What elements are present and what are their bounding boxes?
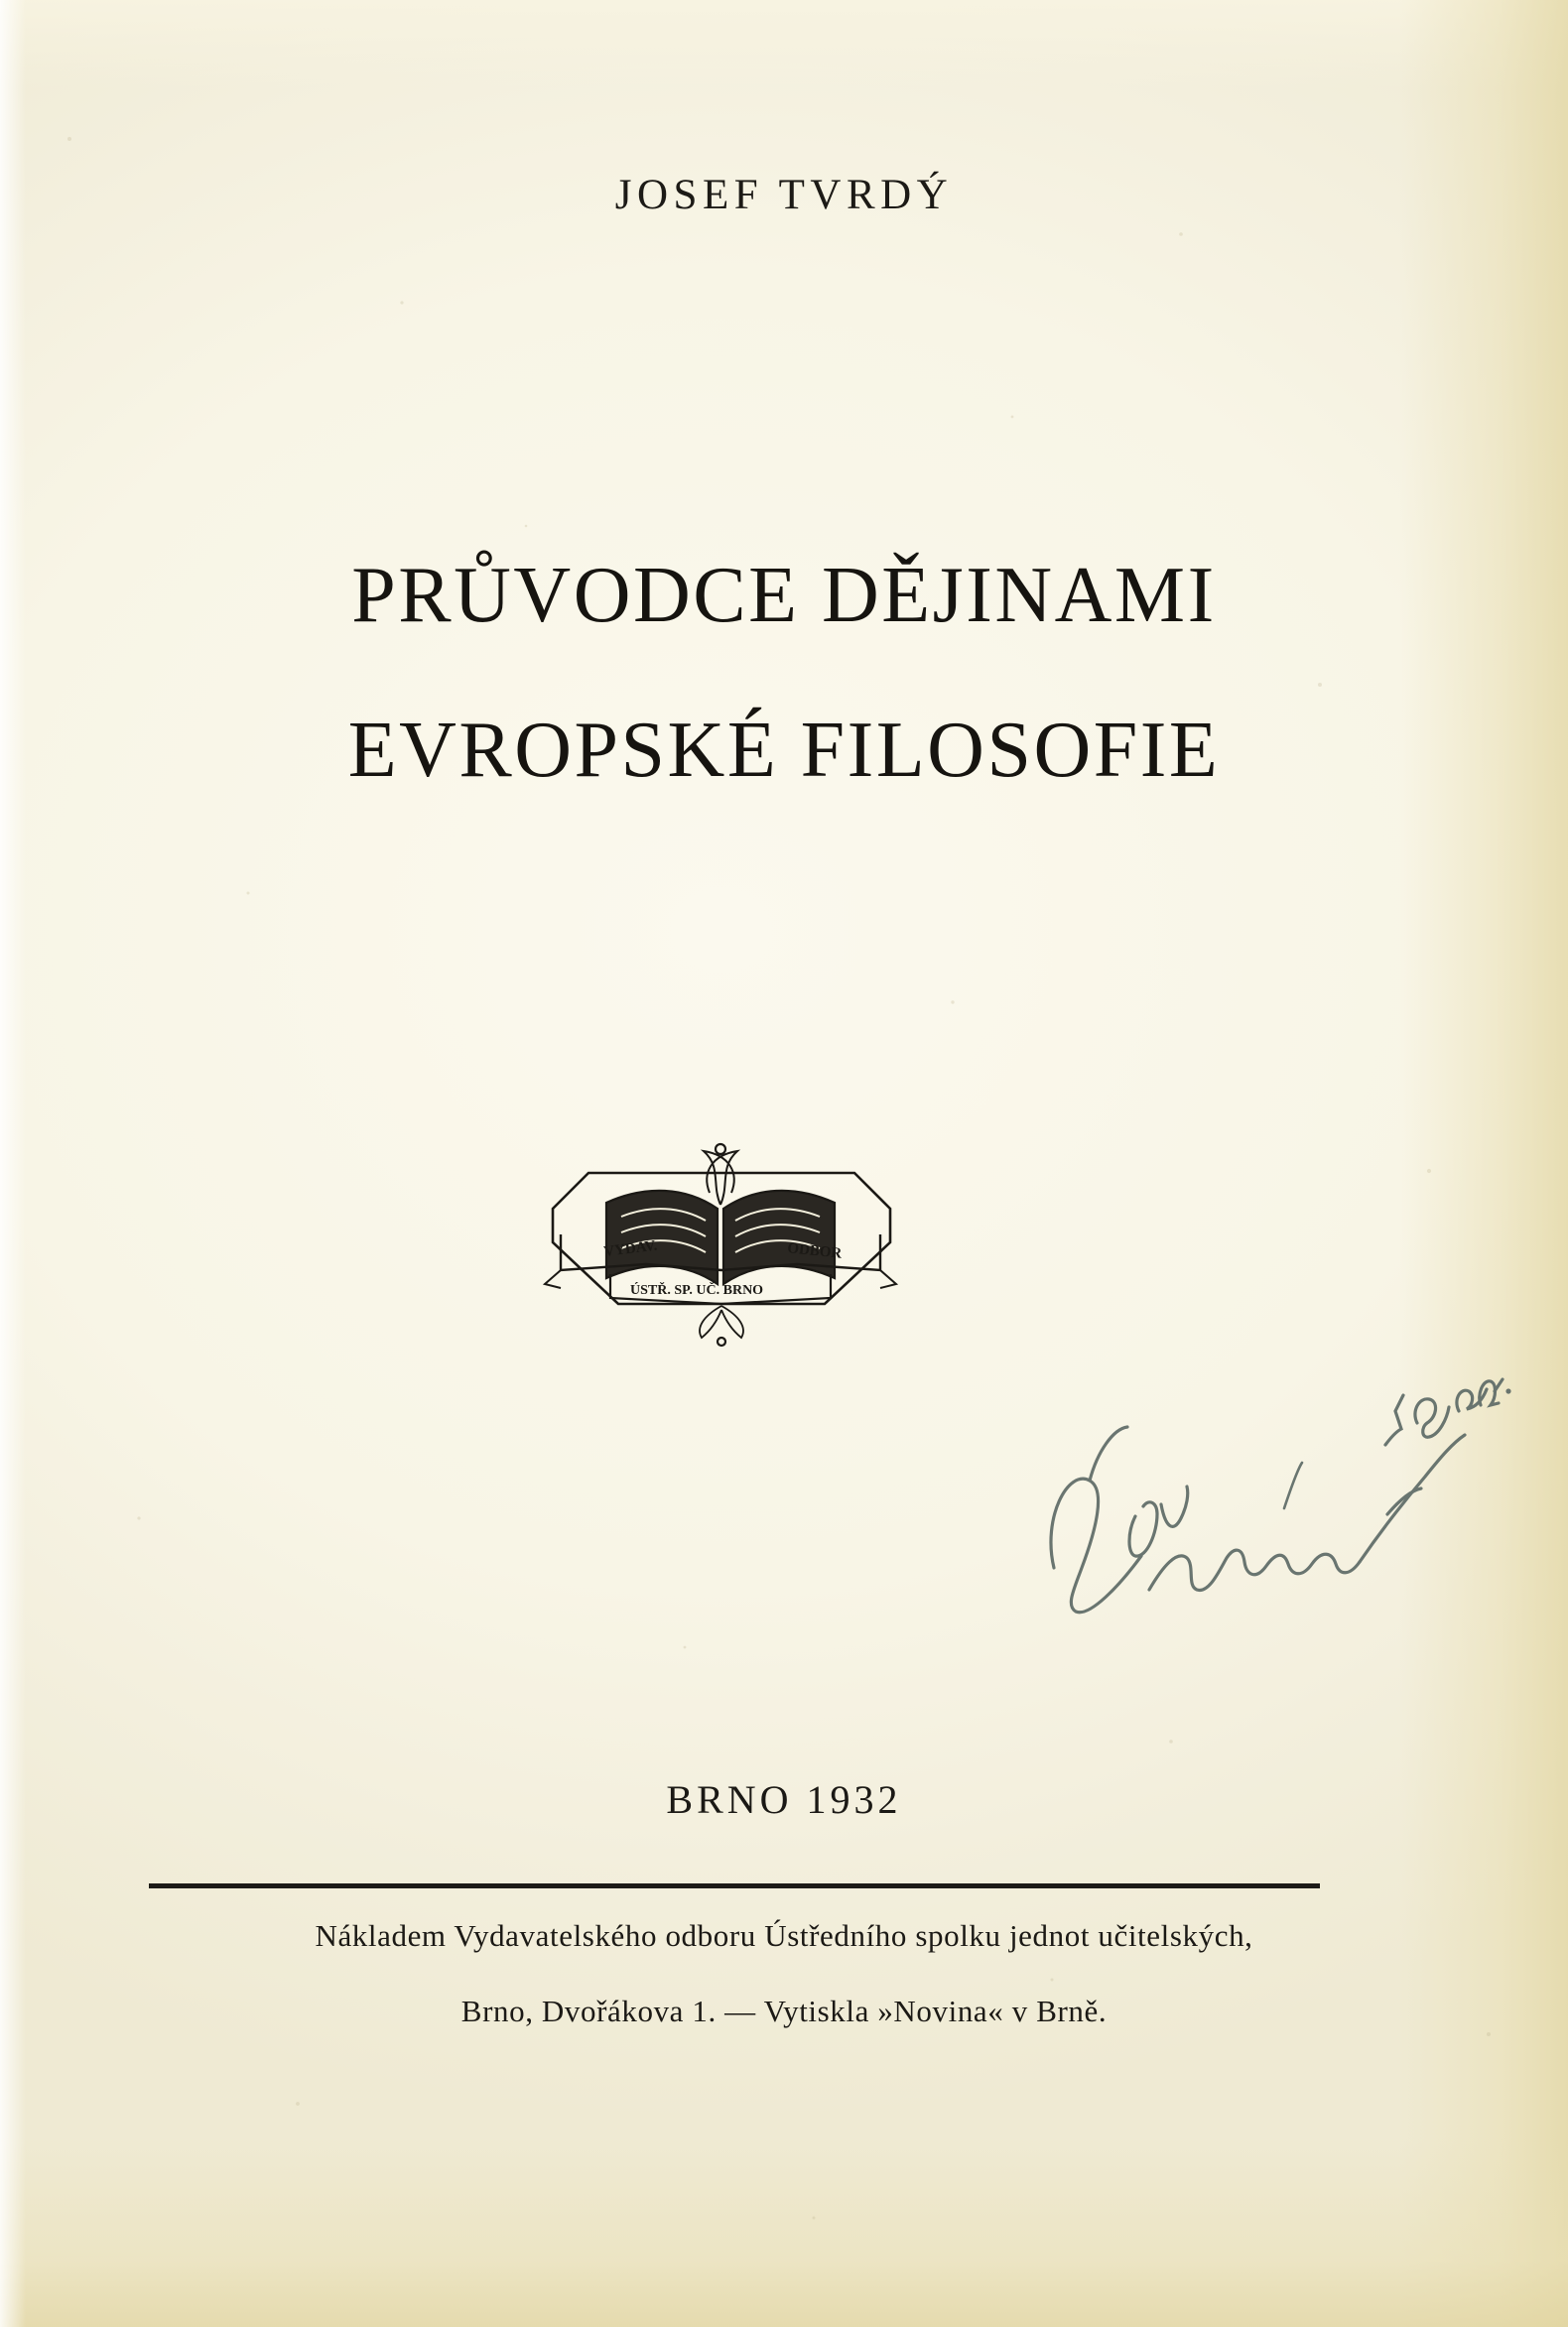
emblem-banner-bottom-text: ÚSTŘ. SP. UČ. BRNO — [630, 1283, 764, 1298]
imprint-divider-rule — [149, 1883, 1320, 1888]
book-title — [0, 552, 1568, 794]
imprint-line-2: Brno, Dvořákova 1. — Vytiskla »Novina« v Brně. — [460, 1994, 1108, 2029]
title-line-1: PRŮVODCE DĚJINAMI — [351, 552, 1217, 639]
place-and-year: BRNO 1932 — [666, 1777, 902, 1822]
title-line-2: EVROPSKÉ FILOSOFIE — [347, 707, 1221, 794]
paper-tint-top — [0, 0, 1568, 89]
open-book-publisher-emblem-icon — [527, 1139, 914, 1367]
imprint-block — [0, 1919, 1568, 2028]
emblem-banner-left-text: VYDAV. — [602, 1237, 659, 1260]
handwritten-signature-icon — [1032, 1320, 1528, 1637]
author-name: JOSEF TVRDÝ — [614, 172, 954, 218]
paper-tint-bottom — [0, 2138, 1568, 2327]
imprint-line-1: Nákladem Vydavatelského odboru Ústředního spolku jednot učitelských, — [315, 1918, 1253, 1953]
emblem-banner-right-text: ODBOR — [786, 1240, 843, 1262]
